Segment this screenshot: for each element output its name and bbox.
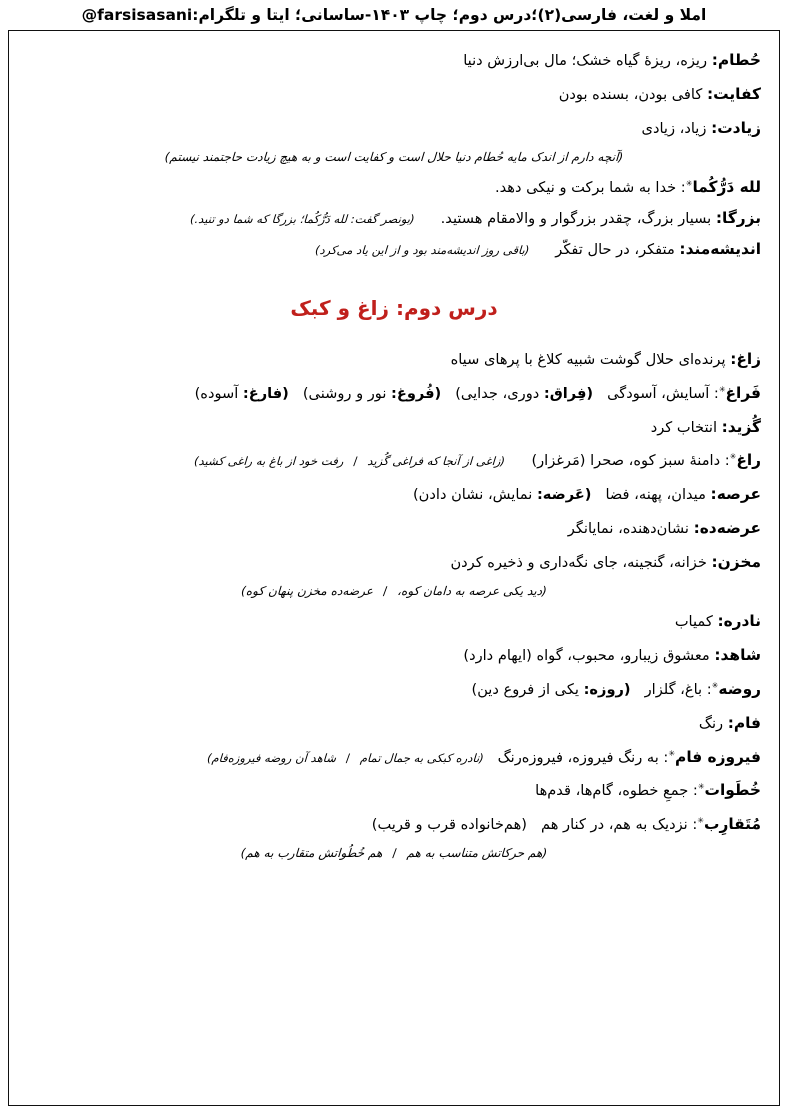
- term-ragh: راغ: [736, 451, 761, 470]
- gloss-rowzeh: : باغ، گلزار: [644, 680, 712, 698]
- gloss-khotavat: : جمعِ خطوه، گام‌ها، قدم‌ها: [535, 782, 698, 800]
- term-kefayat: کفایت:: [706, 85, 761, 104]
- term-arseh: عرصه:: [710, 485, 761, 504]
- gloss-faragh: : آسایش، آسودگی: [607, 384, 719, 402]
- paren-faregh-bold: (فارغ:: [242, 384, 289, 402]
- term-rowzeh: روضه: [718, 679, 761, 698]
- paren-moteqareb: (هم‌خانواده قرب و قریب): [371, 816, 527, 834]
- citation-ragh-hemistich-2: رفت خود از باغ به راغی کشید): [194, 454, 345, 469]
- gloss-andishemand: متفکر، در حال تفکّر: [555, 240, 680, 258]
- paren-faregh-rest: آسوده): [194, 384, 243, 402]
- paren-foroogh-bold: (فُروغ:: [391, 384, 442, 402]
- citation-moteqareb-hemistich-2: هم خُطُواتش متقارب به هم): [240, 846, 383, 861]
- gloss-ziyadat: زیاد، زیادی: [641, 120, 712, 138]
- citation-makhzan: [23, 582, 766, 600]
- entry-moteqareb: [23, 813, 765, 837]
- gloss-nadereh: کمیاب: [674, 613, 718, 631]
- footnote-star-icon: ✳: [697, 816, 704, 826]
- term-lellah-darrokoma: لله دَرُّکُما: [692, 178, 761, 197]
- entry-zagh: [23, 348, 765, 372]
- term-zagh: زاغ:: [730, 349, 761, 368]
- entry-fam: [23, 712, 765, 736]
- term-khotavat: خُطَوات: [704, 781, 761, 800]
- lesson-heading: درس دوم: زاغ و کبک: [290, 295, 498, 320]
- term-shahed: شاهد:: [714, 645, 761, 664]
- entry-andishemand: [23, 238, 765, 262]
- citation-ragh-hemistich-1: (زاغی از آنجا که فراغی گُزید: [367, 454, 506, 469]
- gloss-fam: رنگ: [698, 714, 728, 732]
- gloss-arseh: میدان، پهنه، فضا: [605, 486, 711, 504]
- gloss-hotam: ریزه، ریزهٔ گیاه خشک؛ مال بی‌ارزش دنیا: [463, 52, 712, 70]
- citation-hotam: (آنچه دارم از اندک مایه حُطام دنیا حلال است و کفایت است و به هیچ زیادت حاجتمند نیستم): [164, 150, 624, 164]
- term-firouzefam: فیروزه فام: [675, 747, 761, 766]
- footnote-star-icon: ✳: [718, 384, 726, 394]
- gloss-bozorga: بسیار بزرگ، چقدر بزرگوار و والامقام هستید.: [440, 210, 716, 228]
- paren-roozeh-rest: یکی از فروع دین): [471, 680, 584, 698]
- term-hotam: حُطام:: [711, 51, 761, 70]
- term-makhzan: مخزن:: [711, 553, 761, 572]
- term-arsehdeh: عرضه‌ده:: [693, 519, 761, 538]
- gloss-arsehdeh: نشان‌دهنده، نمایانگر: [567, 520, 694, 538]
- entry-ziyadat: [23, 117, 765, 141]
- term-nadereh: نادره:: [717, 612, 761, 631]
- entry-bozorga: [23, 207, 765, 231]
- entry-khotavat: [23, 779, 765, 803]
- footnote-star-icon: ✳: [685, 179, 693, 189]
- paren-arzeh-rest: نمایش، نشان دادن): [412, 486, 537, 504]
- term-bozorga: بزرگا:: [715, 209, 761, 228]
- verse-separator-icon: /: [353, 454, 359, 469]
- verse-separator-icon: /: [392, 846, 397, 861]
- citation-andishemand: (باقی روز اندیشه‌مند بود و از این یاد می‌کرد): [314, 242, 530, 257]
- term-andishemand: اندیشه‌مند:: [679, 239, 761, 258]
- entry-rowzeh: [23, 678, 765, 702]
- gloss-gozid: انتخاب کرد: [650, 418, 722, 436]
- term-moteqareb: مُتَقارِب: [704, 815, 761, 834]
- paren-arzeh-bold: (عَرضه:: [536, 486, 592, 504]
- entry-hotam: [23, 49, 765, 73]
- entry-arseh: [23, 483, 765, 507]
- entry-shahed: [23, 644, 765, 668]
- footnote-star-icon: ✳: [711, 680, 719, 690]
- term-ziyadat: زیادت:: [711, 119, 761, 138]
- top-spacer: [23, 41, 765, 49]
- paren-foroogh-rest: نور و روشنی): [302, 384, 392, 402]
- gloss-lellah-darrokoma: : خدا به شما برکت و نیکی دهد.: [494, 179, 686, 197]
- entry-firouzefam: [23, 746, 765, 770]
- entry-gozid: [23, 416, 765, 440]
- gloss-shahed: معشوق زیبارو، محبوب، گواه (ایهام دارد): [463, 646, 715, 664]
- term-gozid: گُزید:: [721, 417, 761, 436]
- entry-makhzan: [23, 551, 765, 575]
- footnote-star-icon: ✳: [729, 452, 737, 462]
- gloss-kefayat: کافی بودن، بسنده بودن: [558, 86, 707, 104]
- citation-firouzefam: [206, 750, 484, 767]
- paren-feragh-bold: (فِراق:: [543, 384, 594, 402]
- term-fam: فام:: [727, 713, 761, 732]
- entry-lellah-darrokoma: [23, 176, 765, 200]
- paren-feragh-rest: دوری، جدایی): [455, 384, 544, 402]
- citation-makhzan-hemistich-1: (دید یکی عرصه به دامان کوه،: [396, 583, 548, 598]
- gloss-makhzan: خزانه، گنجینه، جای نگه‌داری و ذخیره کردن: [450, 554, 712, 572]
- header-title-fa: املا و لغت، فارسی(۲)؛درس دوم؛ چاپ ۱۴۰۳-ساسانی؛ ایتا و تلگرام:: [192, 6, 707, 24]
- paren-roozeh-bold: (روزه:: [583, 680, 631, 698]
- term-faragh: فَراغ: [725, 383, 761, 402]
- header-telegram-handle: @farsisasani: [81, 6, 193, 24]
- footnote-star-icon: ✳: [668, 748, 676, 758]
- citation-bozorga: (بونصر گفت: لله دَرُّکُما؛ بزرگا که شما دو تنید.): [189, 212, 416, 227]
- citation-firouzefam-hemistich-1: (نادره کبکی به جمال تمام: [359, 750, 484, 765]
- citation-ragh: [194, 453, 506, 470]
- citation-moteqareb: [23, 844, 766, 862]
- entry-faragh: [23, 382, 765, 406]
- content-frame: [8, 30, 780, 1106]
- citation-firouzefam-hemistich-2: شاهد آن روضه فیروزه‌فام): [206, 750, 337, 765]
- entry-arsehdeh: [23, 517, 765, 541]
- footnote-star-icon: ✳: [697, 782, 705, 792]
- gloss-moteqareb: : نزدیک به هم، در کنار هم: [541, 816, 698, 834]
- entry-ragh: [23, 449, 765, 473]
- citation-moteqareb-hemistich-1: (هم حرکاتش متناسب به هم: [406, 846, 548, 861]
- document-header: [0, 0, 788, 30]
- citation-makhzan-hemistich-2: عرضه‌ده مخزن پنهان کوه): [240, 583, 374, 598]
- verse-separator-icon: /: [345, 750, 351, 765]
- gloss-ragh: : دامنهٔ سبز کوه، صحرا (مَرغزار): [531, 452, 730, 470]
- entry-nadereh: [23, 610, 765, 634]
- gloss-zagh: پرنده‌ای حلال گوشت شبیه کلاغ با پرهای سیاه: [450, 350, 731, 368]
- gloss-firouzefam: : به رنگ فیروزه، فیروزه‌رنگ: [497, 748, 669, 766]
- entry-kefayat: [23, 83, 765, 107]
- verse-separator-icon: /: [382, 583, 388, 598]
